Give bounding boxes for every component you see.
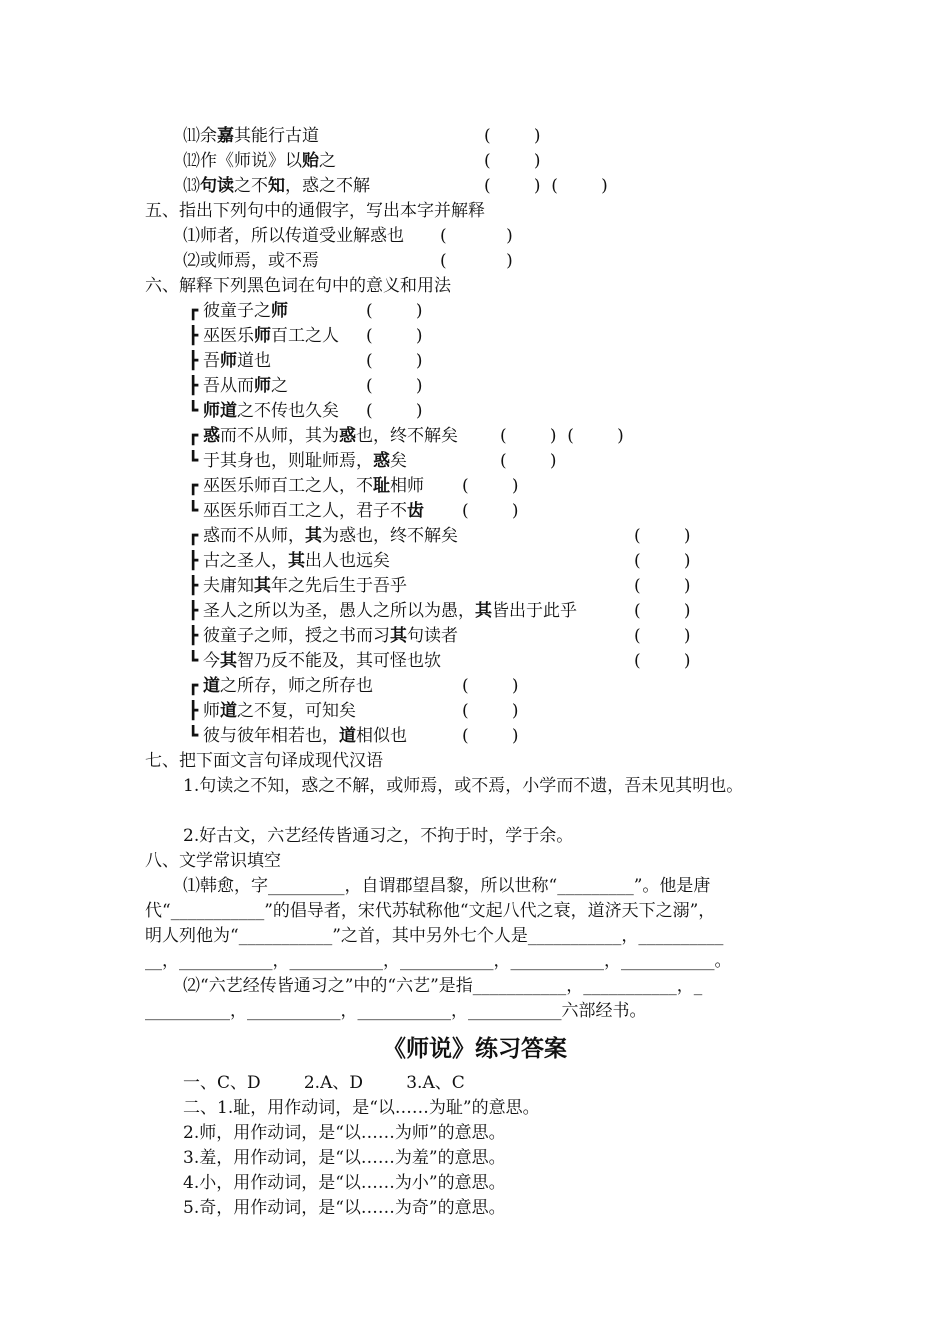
text-segment: 一、C、D 2.A、D 3.A、C [183,1073,465,1093]
line-a6 [183,1197,506,1219]
bold-keyword: 其 [305,526,322,546]
text-segment: 1.句读之不知，惑之不解，或师焉，或不焉，小学而不遗，吾未见其明也。 [183,776,744,796]
text-segment: 2.好古文，六艺经传皆通习之，不拘于时，学于余。 [183,826,574,846]
text-segment: 矣 [390,451,407,471]
text-segment: 之所存，师之所存也 [220,676,373,696]
text-segment: ⑿作《师说》以 [183,151,302,171]
line-q13 [183,175,370,197]
text-segment: 之 [319,151,336,171]
bold-keyword: 其 [288,551,305,571]
text-segment: 师 [203,701,220,721]
line-g3b [203,500,424,522]
answer-blank[interactable]: ( ) ( ) [500,426,624,446]
line-s8q2a [183,975,702,997]
bracket-glyph: ┗ [188,726,199,746]
text-segment: 六、解释下列黑色词在句中的意义和用法 [145,276,451,296]
line-q11 [183,125,319,147]
bracket-glyph: ┏ [188,426,199,446]
line-g4a [203,525,458,547]
bracket-glyph: ┏ [188,676,199,696]
text-segment: 明人列他为“___________”之首，其中另外七个人是___________，__________ [145,926,724,946]
text-segment: 之 [271,376,288,396]
line-s8q1d [145,950,732,972]
line-a3 [183,1122,506,1144]
text-segment: ，惑之不解 [285,176,370,196]
text-segment: 道也 [237,351,271,371]
bracket-glyph: ┗ [188,501,199,521]
line-g2b [203,450,407,472]
answer-section-title: 《师说》练习答案 [383,1036,567,1062]
text-segment: __________，___________，___________，___________六部经书。 [145,1001,647,1021]
text-segment: ⑴师者，所以传道受业解惑也 [183,226,404,246]
bold-keyword: 其 [390,626,407,646]
answer-blank[interactable]: ( ) [366,351,423,371]
text-segment: 之不 [234,176,268,196]
bold-keyword: 惑 [373,451,390,471]
text-segment: ⑾余 [183,126,217,146]
answer-blank[interactable]: ( ) [366,376,423,396]
line-s5q2 [183,250,319,272]
text-segment: 古之圣人， [203,551,288,571]
line-s8q2b [145,1000,647,1022]
bold-keyword: 其 [220,651,237,671]
line-a5 [183,1172,506,1194]
text-segment: ⑴韩愈，字_________，自谓郡望昌黎，所以世称“_________”。他是唐 [183,876,711,896]
text-segment: 彼童子之 [203,301,271,321]
line-g4c [203,575,407,597]
text-segment: 之不复，可知矣 [237,701,356,721]
text-segment: 八、文学常识填空 [145,851,281,871]
bold-keyword: 师 [254,376,271,396]
line-g1b [203,325,339,347]
bracket-glyph: ┣ [188,701,199,721]
answer-blank[interactable]: ( ) [462,476,519,496]
bracket-glyph: ┣ [188,601,199,621]
bold-keyword: 惑 [203,426,220,446]
line-a1 [183,1072,465,1094]
bracket-glyph: ┣ [188,376,199,396]
bold-keyword: 师 [220,351,237,371]
line-g4b [203,550,390,572]
bracket-glyph: ┏ [188,476,199,496]
text-segment: 于其身也，则耻师焉， [203,451,373,471]
bracket-glyph: ┣ [188,351,199,371]
text-segment: 皆出于此乎 [492,601,577,621]
line-g3a [203,475,424,497]
text-segment: 夫庸知 [203,576,254,596]
bracket-glyph: ┣ [188,326,199,346]
text-segment: 年之先后生于吾乎 [271,576,407,596]
text-segment: 5.奇，用作动词，是“以……为奇”的意思。 [183,1198,506,1218]
text-segment: 而不从师，其为 [220,426,339,446]
answer-blank[interactable]: ( ) [634,601,691,621]
answer-blank[interactable]: ( ) [634,651,691,671]
bracket-glyph: ┗ [188,451,199,471]
bold-keyword: 耻 [373,476,390,496]
text-segment: ⑵或师焉，或不焉 [183,251,319,271]
answer-blank[interactable]: ( ) [484,126,541,146]
bold-keyword: 道 [220,701,237,721]
bracket-glyph: ┣ [188,576,199,596]
line-s7q2 [183,825,573,847]
text-segment: 3.羞，用作动词，是“以……为羞”的意思。 [183,1148,506,1168]
line-s7q1 [183,775,743,797]
text-segment: 百工之人 [271,326,339,346]
line-s8 [145,850,281,872]
line-s8q1b [145,900,715,922]
text-segment: 其能行古道 [234,126,319,146]
bracket-glyph: ┏ [188,301,199,321]
text-segment: 之不传也久矣 [237,401,339,421]
text-segment: __，___________，___________，___________，___________，___________。 [145,951,732,971]
line-g4e [203,625,458,647]
line-a4 [183,1147,506,1169]
text-segment: 为惑也，终不解矣 [322,526,458,546]
bold-keyword: 师道 [203,401,237,421]
line-g5c [203,725,407,747]
bold-keyword: 贻 [302,151,319,171]
bracket-glyph: ┣ [188,626,199,646]
line-s7 [145,750,383,772]
text-segment: ⑵“六艺经传皆通习之”中的“六艺”是指___________，___________，_ [183,976,703,996]
line-s6 [145,275,451,297]
text-segment: 句读者 [407,626,458,646]
text-segment: 也，终不解矣 [356,426,458,446]
text-segment: 今 [203,651,220,671]
answer-blank[interactable]: ( ) [366,401,423,421]
answer-blank[interactable]: ( ) [462,726,519,746]
text-segment: 出人也远矣 [305,551,390,571]
answer-blank[interactable]: ( ) [462,676,519,696]
text-segment: 圣人之所以为圣，愚人之所以为愚， [203,601,475,621]
bold-keyword: 齿 [407,501,424,521]
text-segment: 巫医乐师百工之人，君子不 [203,501,407,521]
text-segment: 七、把下面文言句译成现代汉语 [145,751,383,771]
answer-blank[interactable]: ( ) [462,501,519,521]
text-segment: 二、1.耻，用作动词，是“以……为耻”的意思。 [183,1098,540,1118]
line-g1e [203,400,339,422]
text-segment: ⒀ [183,176,200,196]
line-g5a [203,675,373,697]
text-segment: 彼与彼年相若也， [203,726,339,746]
text-segment: 巫医乐 [203,326,254,346]
line-g4d [203,600,577,622]
line-g1a [203,300,288,322]
bold-keyword: 惑 [339,426,356,446]
bold-keyword: 嘉 [217,126,234,146]
text-segment: 相师 [390,476,424,496]
bracket-glyph: ┏ [188,526,199,546]
text-segment: 惑而不从师， [203,526,305,546]
answer-blank[interactable]: ( ) ( ) [484,176,608,196]
line-s5 [145,200,485,222]
text-segment: 2.师，用作动词，是“以……为师”的意思。 [183,1123,506,1143]
line-g1d [203,375,288,397]
text-segment: 吾从而 [203,376,254,396]
line-a2 [183,1097,540,1119]
text-segment: 彼童子之师，授之书而习 [203,626,390,646]
answer-blank[interactable]: ( ) [484,151,541,171]
text-segment: 五、指出下列句中的通假字，写出本字并解释 [145,201,485,221]
bracket-glyph: ┣ [188,551,199,571]
answer-blank[interactable]: ( ) [634,576,691,596]
line-g1c [203,350,271,372]
answer-blank[interactable]: ( ) [440,226,513,246]
bold-keyword: 句读 [200,176,234,196]
bold-keyword: 知 [268,176,285,196]
answer-blank[interactable]: ( ) [440,251,513,271]
line-s5q1 [183,225,404,247]
text-segment: 代“___________”的倡导者，宋代苏轼称他“文起八代之衰，道济天下之溺”， [145,901,716,921]
bold-keyword: 道 [203,676,220,696]
bracket-glyph: ┗ [188,401,199,421]
answer-blank[interactable]: ( ) [634,526,691,546]
line-q12 [183,150,336,172]
line-g2a [203,425,458,447]
line-g5b [203,700,356,722]
line-g4f [203,650,441,672]
bracket-glyph: ┗ [188,651,199,671]
text-segment: 吾 [203,351,220,371]
answer-blank[interactable]: ( ) [366,326,423,346]
text-segment: 巫医乐师百工之人，不 [203,476,373,496]
answer-blank[interactable]: ( ) [634,551,691,571]
line-s8q1a [183,875,710,897]
answer-blank[interactable]: ( ) [634,626,691,646]
line-s8q1c [145,925,723,947]
answer-blank[interactable]: ( ) [500,451,557,471]
bold-keyword: 道 [339,726,356,746]
bold-keyword: 其 [475,601,492,621]
text-segment: 相似也 [356,726,407,746]
text-segment: 智乃反不能及，其可怪也欤 [237,651,441,671]
bold-keyword: 其 [254,576,271,596]
answer-blank[interactable]: ( ) [462,701,519,721]
bold-keyword: 师 [254,326,271,346]
answer-blank[interactable]: ( ) [366,301,423,321]
text-segment: 4.小，用作动词，是“以……为小”的意思。 [183,1173,506,1193]
bold-keyword: 师 [271,301,288,321]
